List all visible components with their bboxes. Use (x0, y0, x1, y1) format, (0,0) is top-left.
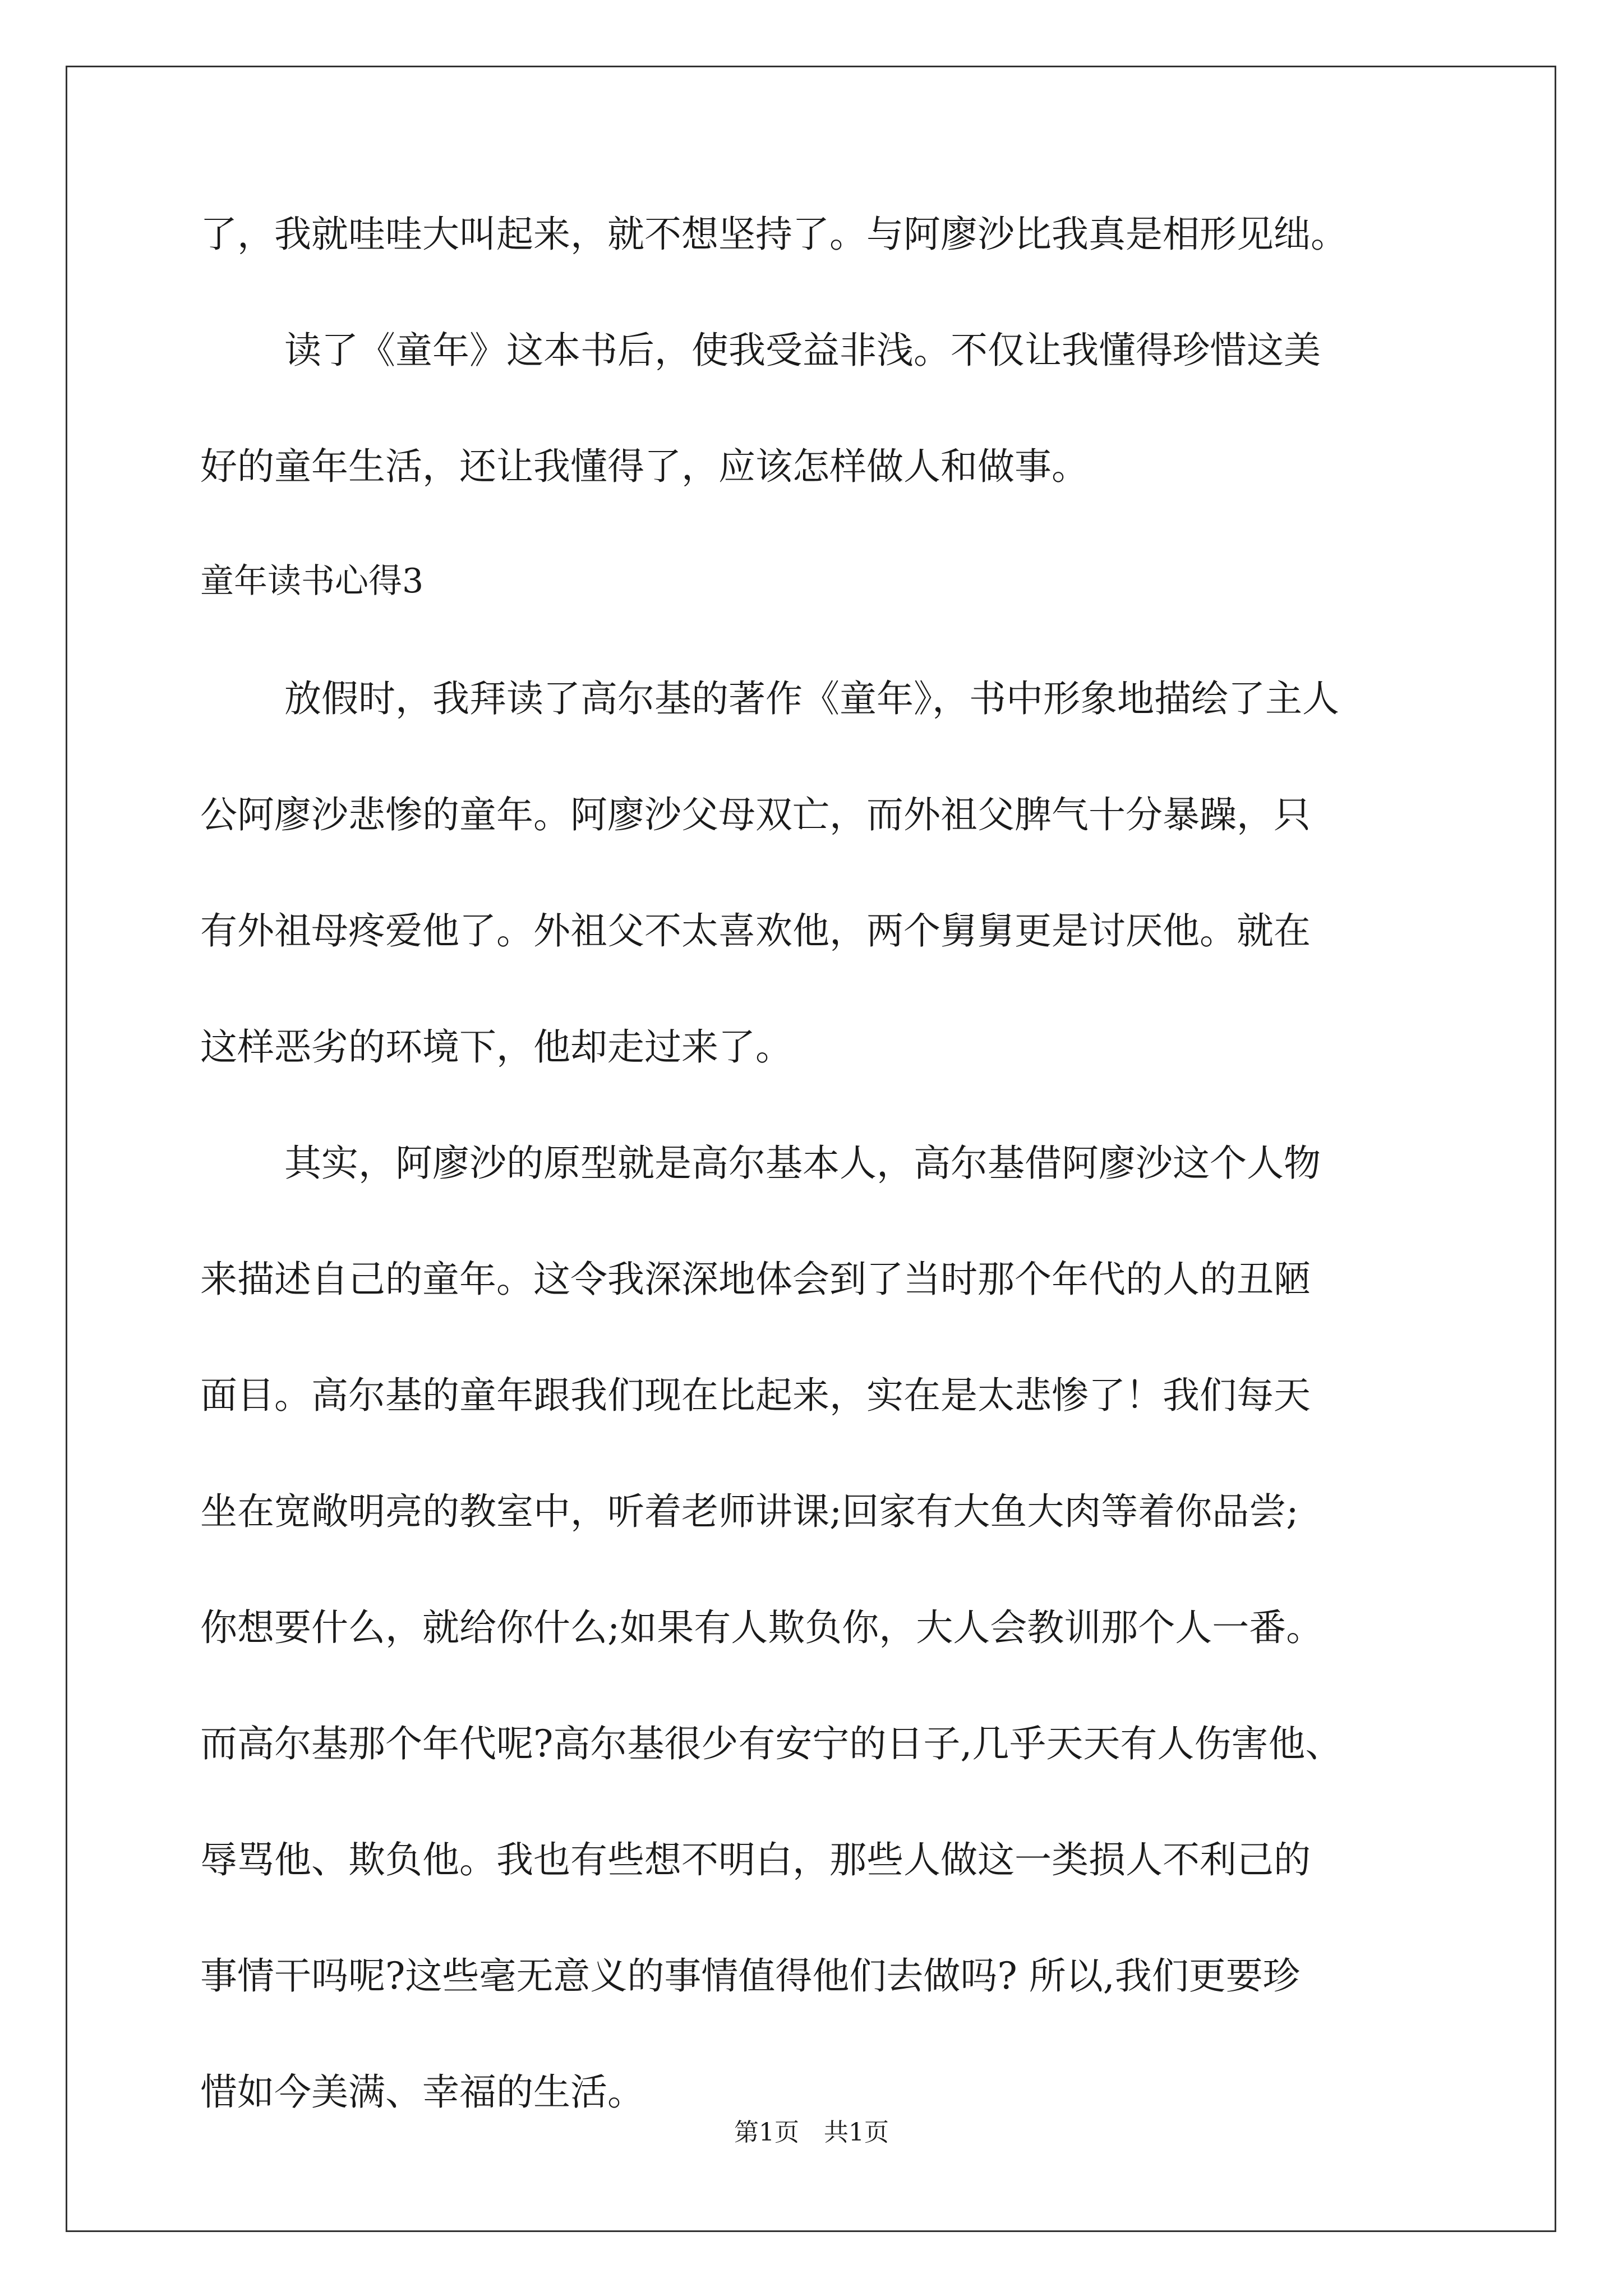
text-line: 辱骂他、欺负他。我也有些想不明白，那些人做这一类损人不利己的 (200, 1838, 1311, 1881)
text-line: 坐在宽敞明亮的教室中，听着老师讲课;回家有大鱼大肉等着你品尝; (200, 1490, 1299, 1533)
text-line: 了，我就哇哇大叫起来，就不想坚持了。与阿廖沙比我真是相形见绌。 (200, 213, 1348, 256)
paragraph-start-line: 其实，阿廖沙的原型就是高尔基本人，高尔基借阿廖沙这个人物 (284, 1142, 1321, 1185)
text-line: 好的童年生活，还让我懂得了，应该怎样做人和做事。 (200, 445, 1089, 488)
text-line: 来描述自己的童年。这令我深深地体会到了当时那个年代的人的丑陋 (200, 1258, 1311, 1301)
page-number-footer: 第1页 共1页 (734, 2118, 889, 2147)
text-line: 惜如今美满、幸福的生活。 (200, 2070, 644, 2114)
document-body (200, 213, 1428, 2190)
text-line: 事情干吗呢?这些毫无意义的事情值得他们去做吗? 所以,我们更要珍 (200, 1954, 1300, 1998)
section-heading: 童年读书心得3 (200, 562, 424, 601)
text-line: 你想要什么，就给你什么;如果有人欺负你，大人会教训那个人一番。 (200, 1606, 1324, 1649)
text-line: 面目。高尔基的童年跟我们现在比起来，实在是太悲惨了！我们每天 (200, 1374, 1311, 1417)
text-line: 有外祖母疼爱他了。外祖父不太喜欢他，两个舅舅更是讨厌他。就在 (200, 909, 1311, 953)
text-line: 这样恶劣的环境下，他却走过来了。 (200, 1025, 792, 1069)
paragraph-start-line: 读了《童年》这本书后，使我受益非浅。不仅让我懂得珍惜这美 (284, 329, 1321, 372)
text-line: 而高尔基那个年代呢?高尔基很少有安宁的日子,几乎天天有人伤害他、 (200, 1722, 1343, 1765)
paragraph-start-line: 放假时，我拜读了高尔基的著作《童年》，书中形象地描绘了主人 (284, 677, 1339, 720)
text-line: 公阿廖沙悲惨的童年。阿廖沙父母双亡，而外祖父脾气十分暴躁，只 (200, 793, 1311, 836)
